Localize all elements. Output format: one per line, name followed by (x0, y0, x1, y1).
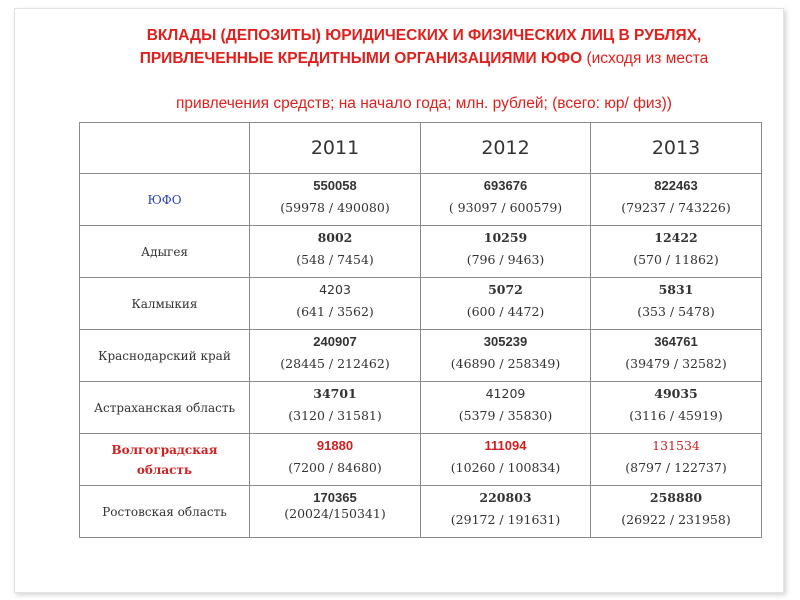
split-value: (3120 / 31581) (288, 408, 382, 423)
total-value: 170365 (313, 490, 357, 505)
total-value: 8002 (317, 230, 353, 245)
value-cell (421, 226, 591, 278)
table-row (80, 382, 762, 434)
region-name-line-1: Волгоградская (111, 442, 218, 457)
total-value: 305239 (483, 334, 528, 349)
value-cell (250, 174, 421, 226)
total-value: 12422 (654, 230, 698, 245)
split-value: (29172 / 191631) (450, 512, 561, 527)
value-cell (250, 434, 421, 486)
year-header-2011: 2011 (250, 123, 421, 174)
value-cell (591, 486, 762, 538)
total-value: 364761 (654, 334, 698, 349)
region-name: ЮФО (80, 174, 250, 226)
title-line-1: ВКЛАДЫ (ДЕПОЗИТЫ) ЮРИДИЧЕСКИХ И ФИЗИЧЕСКИХ ЛИЦ В РУБЛЯХ, (146, 27, 702, 44)
split-value: (353 / 5478) (637, 304, 715, 319)
value-cell (591, 278, 762, 330)
value-cell (591, 382, 762, 434)
split-value: (796 / 9463) (466, 252, 545, 267)
split-value: (28445 / 212462) (280, 356, 390, 371)
total-value: 131534 (652, 438, 700, 453)
split-value: (3116 / 45919) (629, 408, 723, 423)
value-cell (591, 330, 762, 382)
total-value: 258880 (649, 490, 703, 505)
total-value: 5831 (658, 282, 694, 297)
region-name: Астраханская область (80, 382, 250, 434)
split-value: (5379 / 35830) (458, 408, 553, 423)
split-value: (59978 / 490080) (280, 200, 390, 215)
region-name-line-2: область (136, 462, 193, 477)
split-value: (8797 / 122737) (625, 460, 727, 475)
value-cell (591, 226, 762, 278)
split-value: (641 / 3562) (296, 304, 374, 319)
total-value: 111094 (484, 438, 527, 453)
table-row (80, 226, 762, 278)
header-row (80, 123, 762, 174)
split-value: (7200 / 84680) (288, 460, 382, 475)
split-value: (10260 / 100834) (450, 460, 561, 475)
split-value: ( 93097 / 600579) (448, 200, 563, 215)
value-cell (250, 278, 421, 330)
table-row (80, 278, 762, 330)
value-cell (591, 174, 762, 226)
year-header-2013: 2013 (591, 123, 762, 174)
split-value: (46890 / 258349) (450, 356, 561, 371)
title-line-2 (80, 50, 768, 68)
total-value: 5072 (488, 282, 523, 297)
region-name: Адыгея (80, 226, 250, 278)
total-value: 91880 (316, 438, 354, 453)
split-value: (79237 / 743226) (621, 200, 731, 215)
value-cell (250, 382, 421, 434)
total-value: 4203 (319, 282, 351, 297)
total-value: 49035 (654, 386, 698, 401)
value-cell (421, 486, 591, 538)
split-value: (26922 / 231958) (621, 512, 731, 527)
value-cell (421, 278, 591, 330)
split-value: (20024/150341) (284, 506, 386, 521)
table-row (80, 434, 762, 486)
split-value: (570 / 11862) (633, 252, 719, 267)
table-row (80, 174, 762, 226)
value-cell (250, 226, 421, 278)
title-line-2-normal: (исходя из места (582, 50, 709, 67)
value-cell (250, 486, 421, 538)
total-value: 693676 (483, 178, 528, 193)
header-corner-cell (80, 123, 250, 174)
total-value: 240907 (313, 334, 357, 349)
value-cell (250, 330, 421, 382)
value-cell (591, 434, 762, 486)
value-cell (421, 330, 591, 382)
total-value: 34701 (313, 386, 357, 401)
value-cell (421, 174, 591, 226)
value-cell (421, 382, 591, 434)
split-value: (39479 / 32582) (625, 356, 727, 371)
region-name: Ростовская область (80, 486, 250, 538)
title-line-3: привлечения средств; на начало года; млн. рублей; (всего: юр/ физ)) (176, 95, 672, 112)
total-value: 10259 (483, 230, 528, 245)
total-value: 41209 (485, 386, 526, 401)
value-cell (421, 434, 591, 486)
table-row (80, 330, 762, 382)
region-name: Краснодарский край (80, 330, 250, 382)
table-row (80, 486, 762, 538)
region-name (80, 434, 250, 486)
region-name: Калмыкия (80, 278, 250, 330)
title-line-2-bold: ПРИВЛЕЧЕННЫЕ КРЕДИТНЫМИ ОРГАНИЗАЦИЯМИ ЮФО (139, 50, 583, 67)
split-value: (600 / 4472) (466, 304, 545, 319)
total-value: 550058 (313, 178, 357, 193)
split-value: (548 / 7454) (296, 252, 374, 267)
deposits-table (79, 122, 762, 538)
total-value: 220803 (479, 490, 532, 505)
total-value: 822463 (654, 178, 698, 193)
year-header-2012: 2012 (421, 123, 591, 174)
